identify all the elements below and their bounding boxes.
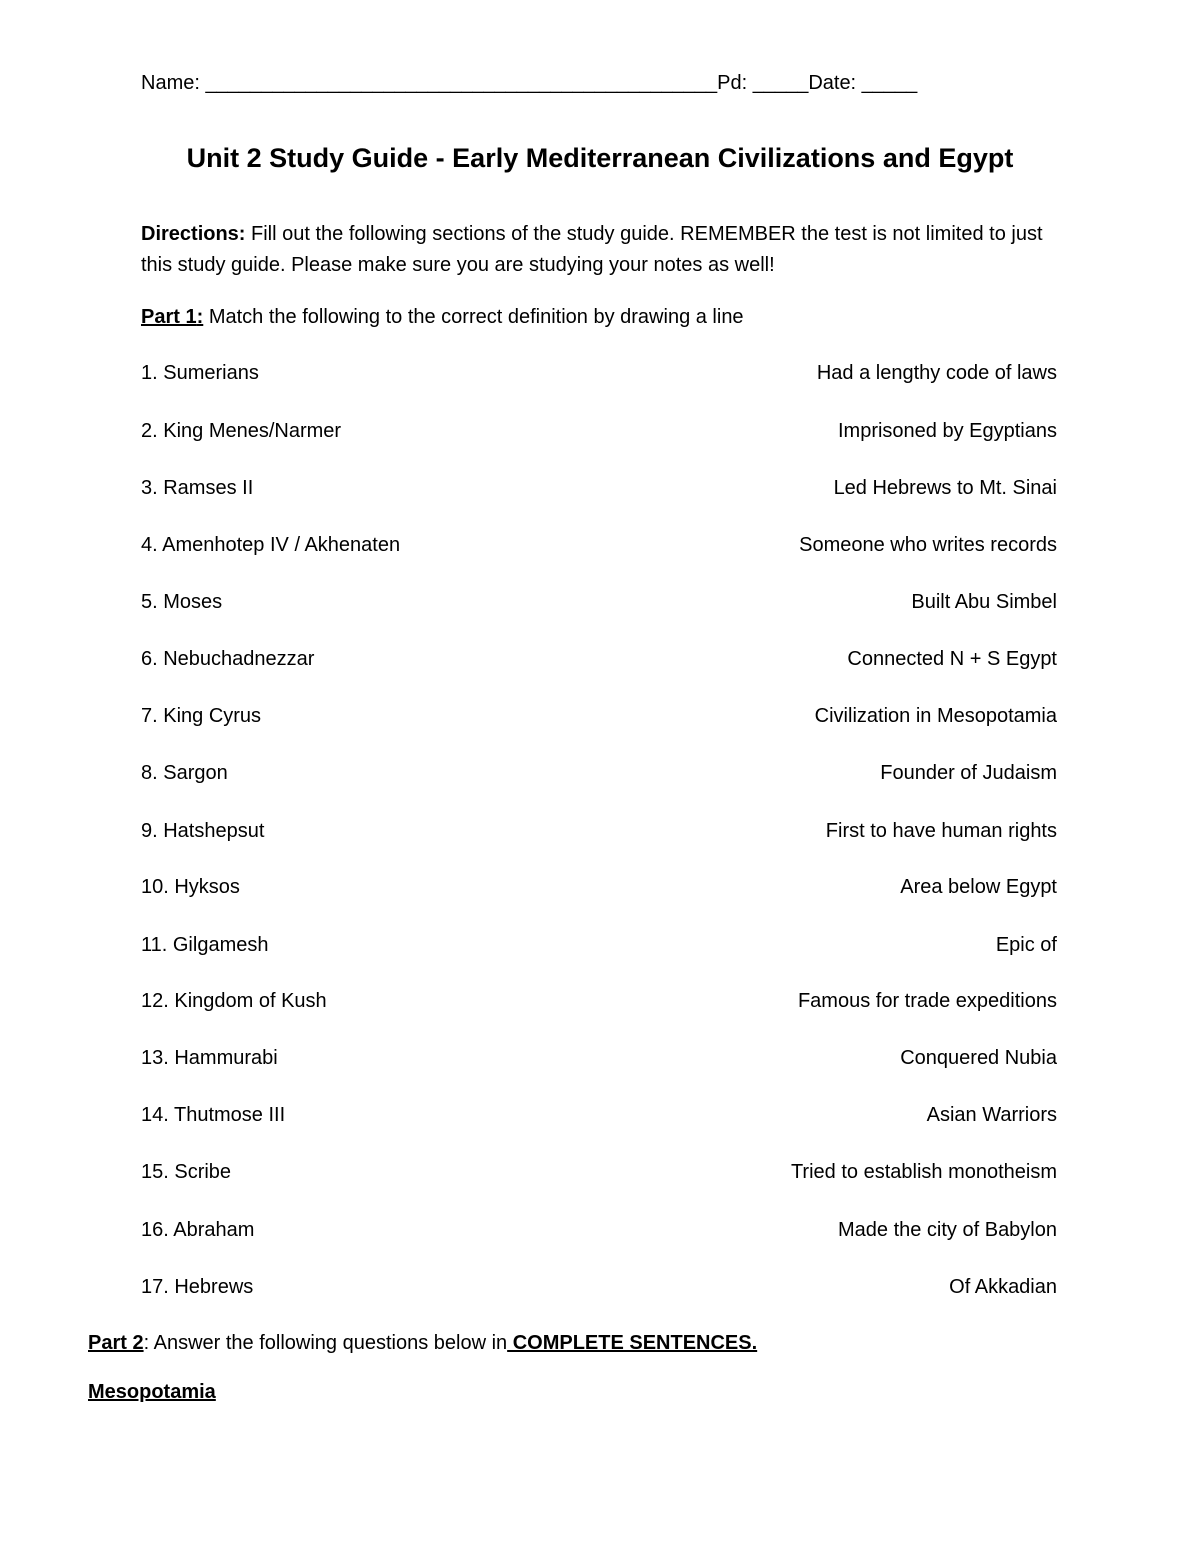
matching-term: 11. Gilgamesh	[141, 934, 269, 956]
part1-text: Match the following to the correct definition by drawing a line	[203, 306, 744, 328]
matching-row	[141, 1276, 1057, 1304]
matching-definition: Epic of	[995, 934, 1057, 956]
name-period-date-line: Name: ______________________________________________Pd: _____Date: _____	[141, 72, 918, 94]
matching-row	[141, 1104, 1057, 1132]
matching-term: 7. King Cyrus	[141, 705, 262, 727]
matching-term: 9. Hatshepsut	[141, 820, 265, 842]
matching-definition: Civilization in Mesopotamia	[814, 705, 1057, 727]
matching-definition: Built Abu Simbel	[911, 591, 1057, 613]
matching-definition: Area below Egypt	[900, 876, 1057, 898]
matching-definition: Led Hebrews to Mt. Sinai	[833, 477, 1057, 499]
matching-term: 8. Sargon	[141, 762, 228, 784]
matching-row	[141, 534, 1057, 562]
matching-term: 16. Abraham	[141, 1219, 255, 1241]
matching-row	[141, 762, 1057, 790]
part2-emphasis: COMPLETE SENTENCES.	[507, 1332, 758, 1354]
page-title: Unit 2 Study Guide - Early Mediterranean Civilizations and Egypt	[186, 143, 1014, 173]
matching-term: 5. Moses	[141, 591, 223, 613]
matching-row	[141, 420, 1057, 448]
part1-instructions	[141, 306, 744, 329]
directions-text: Fill out the following sections of the study guide. REMEMBER the test is not limited to just this study guide. Please make sure you are studying your notes as well!	[141, 223, 1043, 276]
matching-definition: Someone who writes records	[799, 534, 1057, 556]
matching-term: 10. Hyksos	[141, 876, 240, 898]
matching-definition: Connected N + S Egypt	[847, 648, 1057, 670]
matching-definition: Famous for trade expeditions	[797, 990, 1057, 1012]
matching-term: 6. Nebuchadnezzar	[141, 648, 315, 670]
matching-row	[141, 591, 1057, 619]
matching-row	[141, 1161, 1057, 1189]
matching-definition: Founder of Judaism	[880, 762, 1057, 784]
matching-definition: Conquered Nubia	[900, 1047, 1057, 1069]
part1-colon: :	[196, 306, 204, 328]
matching-row	[141, 934, 1057, 962]
directions-paragraph	[141, 219, 1066, 281]
matching-term: 13. Hammurabi	[141, 1047, 278, 1069]
matching-row	[141, 820, 1057, 848]
matching-definition: Tried to establish monotheism	[790, 1161, 1057, 1183]
matching-term: 15. Scribe	[141, 1161, 232, 1183]
matching-row	[141, 477, 1057, 505]
part1-label: Part 1	[141, 306, 197, 328]
directions-label: Directions:	[141, 223, 246, 245]
matching-row	[141, 1047, 1057, 1075]
matching-term: 3. Ramses II	[141, 477, 254, 499]
matching-term: 4. Amenhotep IV / Akhenaten	[141, 534, 401, 556]
matching-term: 1. Sumerians	[141, 362, 259, 384]
matching-definition: Asian Warriors	[926, 1104, 1057, 1126]
matching-definition: Had a lengthy code of laws	[816, 362, 1057, 384]
matching-row	[141, 990, 1057, 1018]
matching-definition: Made the city of Babylon	[837, 1219, 1057, 1241]
matching-row	[141, 1219, 1057, 1247]
matching-term: 12. Kingdom of Kush	[141, 990, 327, 1012]
matching-term: 14. Thutmose III	[141, 1104, 286, 1126]
matching-row	[141, 876, 1057, 904]
matching-term: 17. Hebrews	[141, 1276, 254, 1298]
matching-definition: Imprisoned by Egyptians	[837, 420, 1057, 442]
matching-term: 2. King Menes/Narmer	[141, 420, 342, 442]
matching-row	[141, 648, 1057, 676]
matching-row	[141, 705, 1057, 733]
section-heading-mesopotamia: Mesopotamia	[88, 1381, 216, 1403]
matching-definition: First to have human rights	[825, 820, 1057, 842]
part2-text: : Answer the following questions below in	[143, 1332, 508, 1354]
matching-definition: Of Akkadian	[949, 1276, 1057, 1298]
part2-label: Part 2	[88, 1332, 144, 1354]
part2-instructions	[88, 1332, 757, 1355]
matching-row	[141, 362, 1057, 390]
